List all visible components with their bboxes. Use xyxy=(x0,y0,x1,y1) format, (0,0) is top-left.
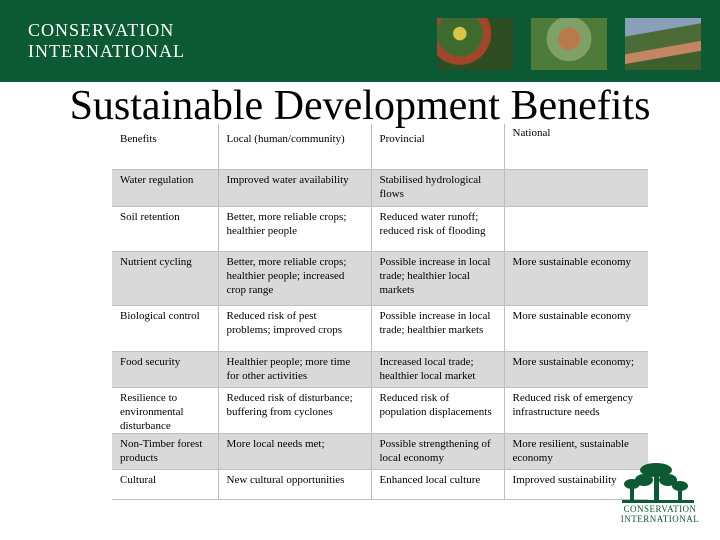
header-photo-flowers xyxy=(437,18,513,70)
table-cell: Reduced risk of disturbance; buffering from cyclones xyxy=(218,388,371,434)
table-row xyxy=(112,207,648,252)
header-banner xyxy=(0,0,720,82)
logo-line-2: INTERNATIONAL xyxy=(28,41,185,61)
table-cell: Food security xyxy=(112,352,218,388)
table-cell: Better, more reliable crops; healthier people xyxy=(218,207,371,252)
table-cell: Soil retention xyxy=(112,207,218,252)
table-row xyxy=(112,252,648,306)
table-cell: Possible increase in local trade; healthier markets xyxy=(371,306,504,352)
column-header-local: Local (human/community) xyxy=(218,124,371,170)
table-row xyxy=(112,170,648,207)
column-header-national: National xyxy=(504,124,648,170)
table-cell: Increased local trade; healthier local market xyxy=(371,352,504,388)
table-cell: Reduced risk of emergency infrastructure needs xyxy=(504,388,648,434)
table-cell: More resilient, sustainable economy xyxy=(504,434,648,470)
table-row xyxy=(112,352,648,388)
table-cell: More sustainable economy xyxy=(504,306,648,352)
table-cell: Reduced risk of population displacements xyxy=(371,388,504,434)
table-cell: Healthier people; more time for other activities xyxy=(218,352,371,388)
header-photo-child xyxy=(531,18,607,70)
table-row xyxy=(112,470,648,500)
table-cell: Possible increase in local trade; healthier local markets xyxy=(371,252,504,306)
table-cell: More sustainable economy; xyxy=(504,352,648,388)
table-cell: Cultural xyxy=(112,470,218,500)
table-cell: Water regulation xyxy=(112,170,218,207)
header-photo-landscape xyxy=(625,18,701,70)
table-cell: Biological control xyxy=(112,306,218,352)
column-header-provincial: Provincial xyxy=(371,124,504,170)
slide-title: Sustainable Development Benefits xyxy=(69,83,651,129)
footer-logo-text xyxy=(612,504,708,524)
table-row xyxy=(112,388,648,434)
benefits-table xyxy=(112,124,648,500)
table-cell: Possible strengthening of local economy xyxy=(371,434,504,470)
column-header-benefits: Benefits xyxy=(112,124,218,170)
table-cell: More local needs met; xyxy=(218,434,371,470)
table-cell: Nutrient cycling xyxy=(112,252,218,306)
conservation-international-logo xyxy=(28,20,185,62)
table-cell: Reduced water runoff; reduced risk of flooding xyxy=(371,207,504,252)
table-cell xyxy=(504,170,648,207)
table-row xyxy=(112,306,648,352)
table-cell: Non-Timber forest products xyxy=(112,434,218,470)
table-cell: Improved sustainability xyxy=(504,470,648,500)
table-row xyxy=(112,434,648,470)
table-cell: Resilience to environmental disturbance xyxy=(112,388,218,434)
footer-logo-line-1: CONSERVATION xyxy=(623,504,697,514)
table-cell: Reduced risk of pest problems; improved crops xyxy=(218,306,371,352)
table-header-row xyxy=(112,124,648,170)
table-cell: More sustainable economy xyxy=(504,252,648,306)
table-cell: Enhanced local culture xyxy=(371,470,504,500)
table-cell: New cultural opportunities xyxy=(218,470,371,500)
table-cell: Stabilised hydrological flows xyxy=(371,170,504,207)
table-cell xyxy=(504,207,648,252)
footer-logo-line-2: INTERNATIONAL xyxy=(620,514,700,524)
table-cell: Improved water availability xyxy=(218,170,371,207)
table-cell: Better, more reliable crops; healthier people; increased crop range xyxy=(218,252,371,306)
logo-line-1: CONSERVATION xyxy=(28,20,175,40)
